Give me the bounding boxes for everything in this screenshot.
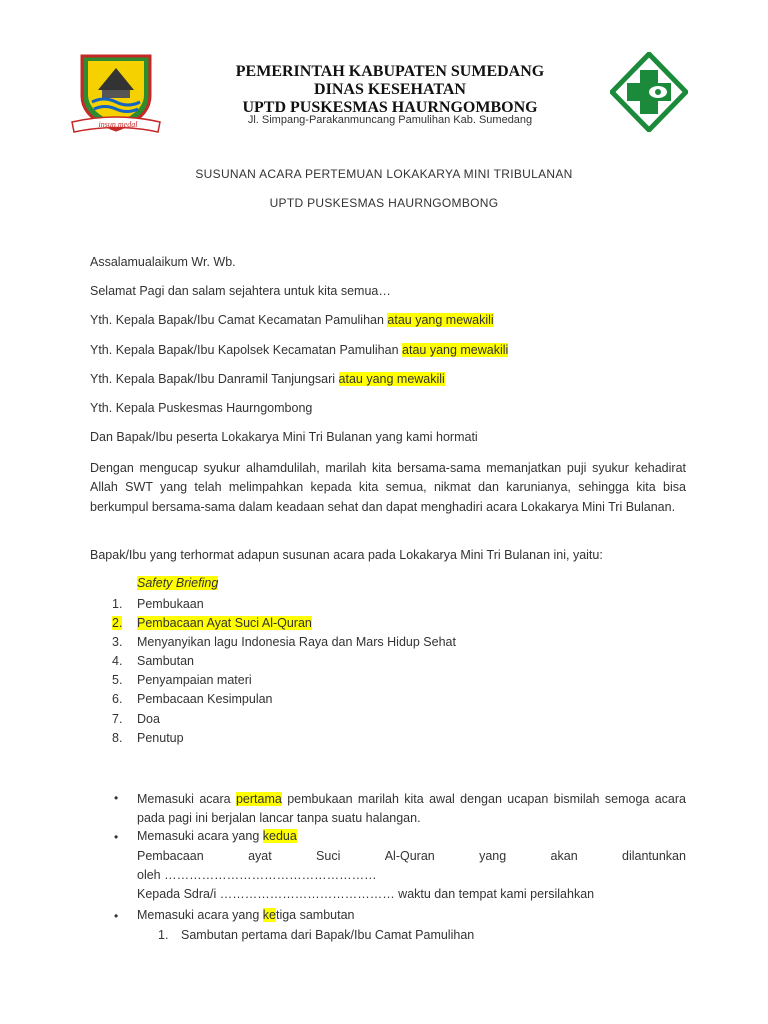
greeting-line: Yth. Kepala Bapak/Ibu Danramil Tanjungsari atau yang mewakili xyxy=(90,372,445,386)
opening-paragraph: Dengan mengucap syukur alhamdulilah, marilah kita bersama-sama memanjatkan puji syukur kehadirat Allah SWT yang telah melimpahkan kepada kita semua, nikmat dan karunianya, sehingga kita bisa berkumpul bersama-sama dalam keadaan sehat dan dapat menghadiri acara Lokakarya Mini Tri Bulanan. xyxy=(90,461,686,514)
header-government: PEMERINTAH KABUPATEN SUMEDANG xyxy=(235,63,545,80)
agenda-intro: Bapak/Ibu yang terhormat adapun susunan acara pada Lokakarya Mini Tri Bulanan ini, yaitu: xyxy=(90,548,603,562)
list-number: 1. xyxy=(112,597,123,611)
document-title: SUSUNAN ACARA PERTEMUAN LOKAKARYA MINI TRIBULANAN xyxy=(195,167,573,181)
safety-briefing: Safety Briefing xyxy=(137,576,219,590)
list-number: 4. xyxy=(112,654,123,668)
header-department: DINAS KESEHATAN xyxy=(314,81,466,98)
greeting-line: Yth. Kepala Bapak/Ibu Kapolsek Kecamatan Pamulihan atau yang mewakili xyxy=(90,343,509,357)
greeting-line: Yth. Kepala Bapak/Ibu Camat Kecamatan Pamulihan atau yang mewakili xyxy=(90,313,494,327)
greeting-line: Yth. Kepala Puskesmas Haurngombong xyxy=(90,401,313,415)
header-institution: UPTD PUSKESMAS HAURNGOMBONG xyxy=(242,99,538,116)
list-number: 3. xyxy=(112,635,123,649)
list-item: Pembacaan Ayat Suci Al-Quran xyxy=(137,616,312,630)
puskesmas-logo-icon xyxy=(610,52,688,132)
list-number: 2. xyxy=(112,616,123,630)
header-address: Jl. Simpang-Parakanmuncang Pamulihan Kab. Sumedang xyxy=(247,114,533,126)
bullet-icon: • xyxy=(114,909,119,923)
list-item: Pembacaan Kesimpulan xyxy=(137,692,273,706)
highlighted-text: atau yang mewakili xyxy=(338,372,445,386)
invitation-line: Kepada Sdra/i …………………………………… waktu dan tempat kami persilahkan xyxy=(137,887,595,901)
list-item: Sambutan pertama dari Bapak/Ibu Camat Pamulihan xyxy=(181,928,475,942)
list-number: 8. xyxy=(112,731,123,745)
greeting-line: Assalamualaikum Wr. Wb. xyxy=(90,255,236,269)
reader-name-blank: oleh …………………………………………… xyxy=(137,868,377,882)
list-item: Penyampaian materi xyxy=(137,673,252,687)
bullet-icon: • xyxy=(114,791,119,805)
list-item: Menyanyikan lagu Indonesia Raya dan Mars Hidup Sehat xyxy=(137,635,456,649)
highlighted-text: atau yang mewakili xyxy=(402,343,509,357)
logo-motto: insun medal xyxy=(98,120,138,129)
list-number: 7. xyxy=(112,712,123,726)
bullet-icon: • xyxy=(114,830,119,844)
greeting-line: Dan Bapak/Ibu peserta Lokakarya Mini Tri Bulanan yang kami hormati xyxy=(90,430,478,444)
list-item: Penutup xyxy=(137,731,184,745)
document-subtitle: UPTD PUSKESMAS HAURNGOMBONG xyxy=(269,196,499,210)
quran-reading-line: Pembacaan ayat Suci Al-Quran yang akan dilantunkan xyxy=(137,849,686,863)
list-item: Pembukaan xyxy=(137,597,204,611)
greeting-line: Selamat Pagi dan salam sejahtera untuk kita semua… xyxy=(90,284,391,298)
list-item: Sambutan xyxy=(137,654,194,668)
bullet-ketiga: Memasuki acara yang ketiga sambutan xyxy=(137,908,355,922)
list-number: 5. xyxy=(112,673,123,687)
list-item: Doa xyxy=(137,712,160,726)
bullet-kedua: Memasuki acara yang kedua xyxy=(137,829,297,843)
list-number: 6. xyxy=(112,692,123,706)
highlighted-text: atau yang mewakili xyxy=(387,313,494,327)
list-number: 1. xyxy=(158,928,169,942)
bullet-pertama: Memasuki acara pertama pembukaan marilah kita awal dengan ucapan bismilah semoga acara pada pagi ini berjalan lancar tanpa suatu halangan. xyxy=(137,792,686,826)
